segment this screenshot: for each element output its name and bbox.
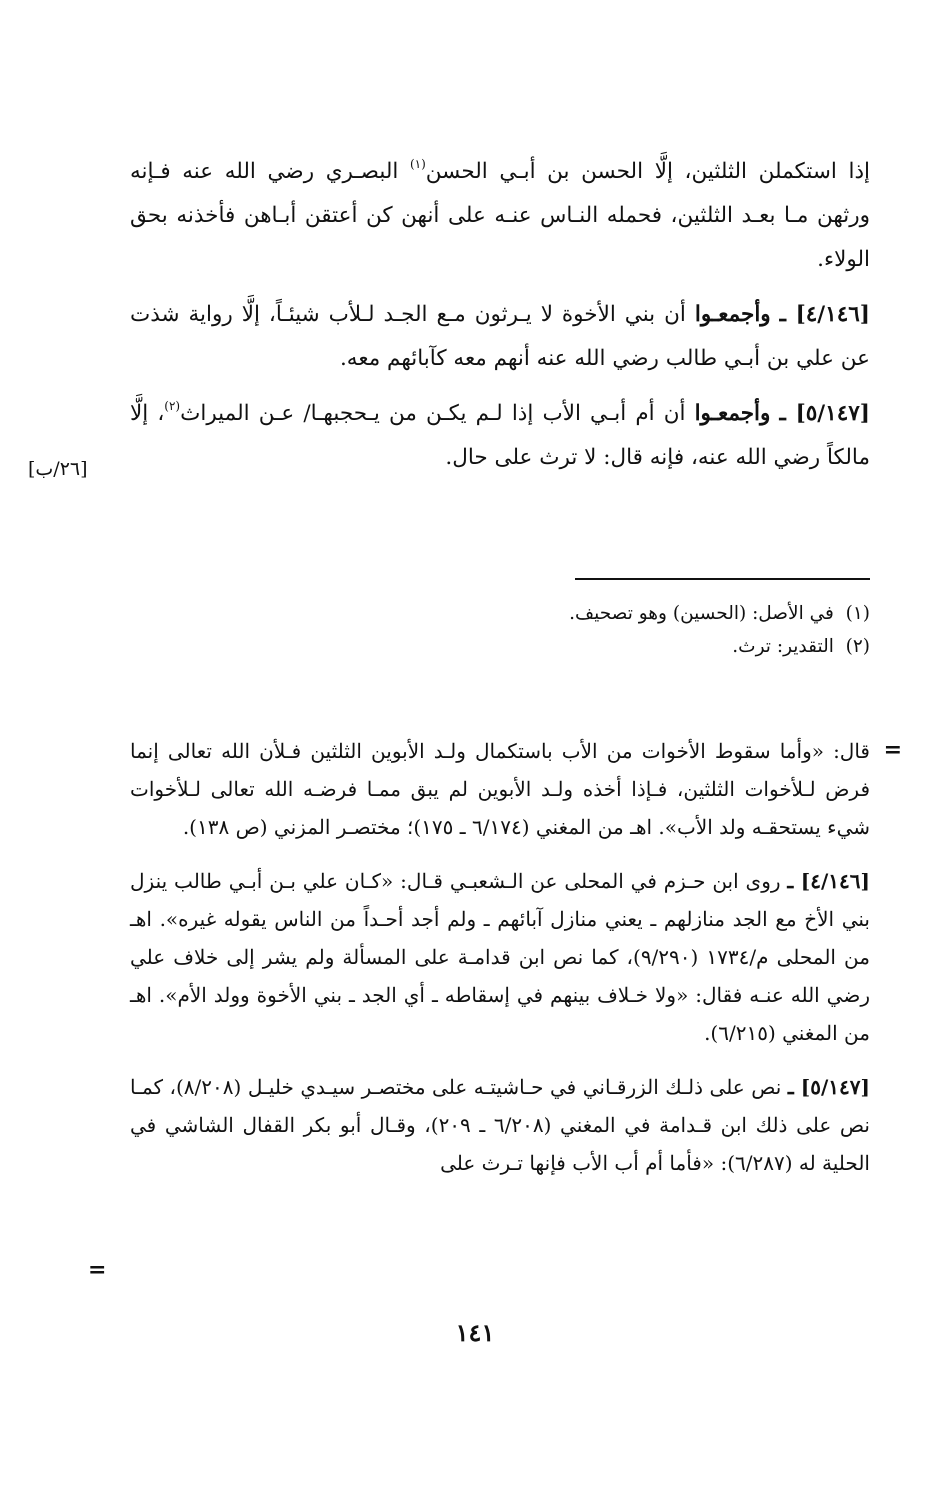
entry-number: [٥/١٤٧] ـ	[787, 1075, 870, 1099]
commentary-3	[130, 1068, 870, 1182]
footnote-number: (٢)	[845, 636, 870, 657]
p2-text: أن بني الأخوة لا يـرثون مـع الجـد لـلأب شيئـاً، إلَّا رواية شذت عن علي بن أبـي طالب رضي الله عنه أنهم معه كآبائهم معه.	[130, 302, 870, 371]
footnotes	[130, 597, 870, 663]
paragraph-3	[130, 392, 870, 480]
page-number: ١٤١	[455, 1318, 495, 1347]
footnote-text: في الأصل: (الحسين) وهو تصحيف.	[569, 603, 834, 624]
paragraph-1	[130, 150, 870, 282]
commentary-3-text: نص على ذلـك الزرقـاني في حـاشيتـه على مختصـر سيـدي خليـل (٨/٢٠٨)، كمـا نص على ذلك ابن قـدامة في المغني (٦/٢٠٨ ـ ٢٠٩)، وقـال أبو بكر القفال الشاشي في الحلية له (٦/٢٨٧): «فأما أم أب الأب فإنها تـرث على	[130, 1075, 870, 1175]
paragraph-2	[130, 293, 870, 381]
commentary	[130, 732, 870, 1182]
p3-text-b: ، إلَّا مالكاً رضي الله عنه، فإنه قال: لا ترث على حال.	[130, 401, 870, 470]
commentary-2	[130, 862, 870, 1052]
p1-text-b: البصـري رضي الله عنه فـإنه ورثهن مـا بعـد الثلثين، فحمله النـاس عنـه على أنهن كن أعتقن أبـاهن فأخذنه بحق الولاء.	[130, 159, 870, 272]
main-text	[130, 150, 870, 480]
footnote-number: (١)	[845, 603, 870, 624]
footnote-text: التقدير: ترث.	[732, 636, 834, 657]
continuation-mark-start: =	[883, 737, 902, 763]
entry-keyword: وأجمعـوا	[694, 302, 771, 327]
footnote-1	[130, 597, 870, 630]
footnote-ref-2: (٢)	[164, 398, 181, 413]
manuscript-folio-ref: [٢٦/ب]	[28, 458, 88, 480]
entry-number: [٤/١٤٦] ـ	[779, 302, 870, 327]
p3-text-a: أن أم أبـي الأب إذا لـم يكـن من يـحجبهـا/ عـن الميراث	[180, 401, 695, 426]
commentary-1: قال: «وأما سقوط الأخوات من الأب باستكمال ولـد الأبوين الثلثين فـلأن الله تعالى إنما فرض لـلأخوات الثلثين، فـإذا أخذه ولـد الأبوين لم يبق ممـا فرضـه الله تعالى لـلأخوات شيء يستحقـه ولد الأب». اهـ من المغني (٦/١٧٤ ـ ١٧٥)؛ مختصـر المزني (ص ١٣٨).	[130, 739, 871, 839]
entry-number: [٤/١٤٦] ـ	[787, 869, 870, 893]
p1-text-a: إذا استكملن الثلثين، إلَّا الحسن بن أبـي الحسن	[425, 159, 870, 184]
entry-number: [٥/١٤٧] ـ	[779, 401, 870, 426]
continuation-mark-end: =	[88, 1257, 107, 1283]
footnote-2	[130, 630, 870, 663]
commentary-2-text: روى ابن حـزم في المحلى عن الـشعبـي قـال: «كـان علي بـن أبـي طالب ينزل بني الأخ مع الجد منازلهم ـ يعني منازل آبائهم ـ ولم أجد أحـداً من الناس يقوله غيره». اهـ من المحلى م/١٧٣٤ (٩/٢٩٠)، كما نص ابن قدامـة على المسألة ولم يشر إلى خلاف علي رضي الله عنـه فقال: «ولا خـلاف بينهم في إسقاطه ـ أي الجد ـ بني الأخوة وولد الأم». اهـ من المغني (٦/٢١٥).	[130, 869, 870, 1045]
footnote-ref-1: (١)	[409, 156, 426, 171]
entry-keyword: وأجمعـوا	[694, 401, 771, 426]
footnote-separator	[575, 578, 870, 580]
